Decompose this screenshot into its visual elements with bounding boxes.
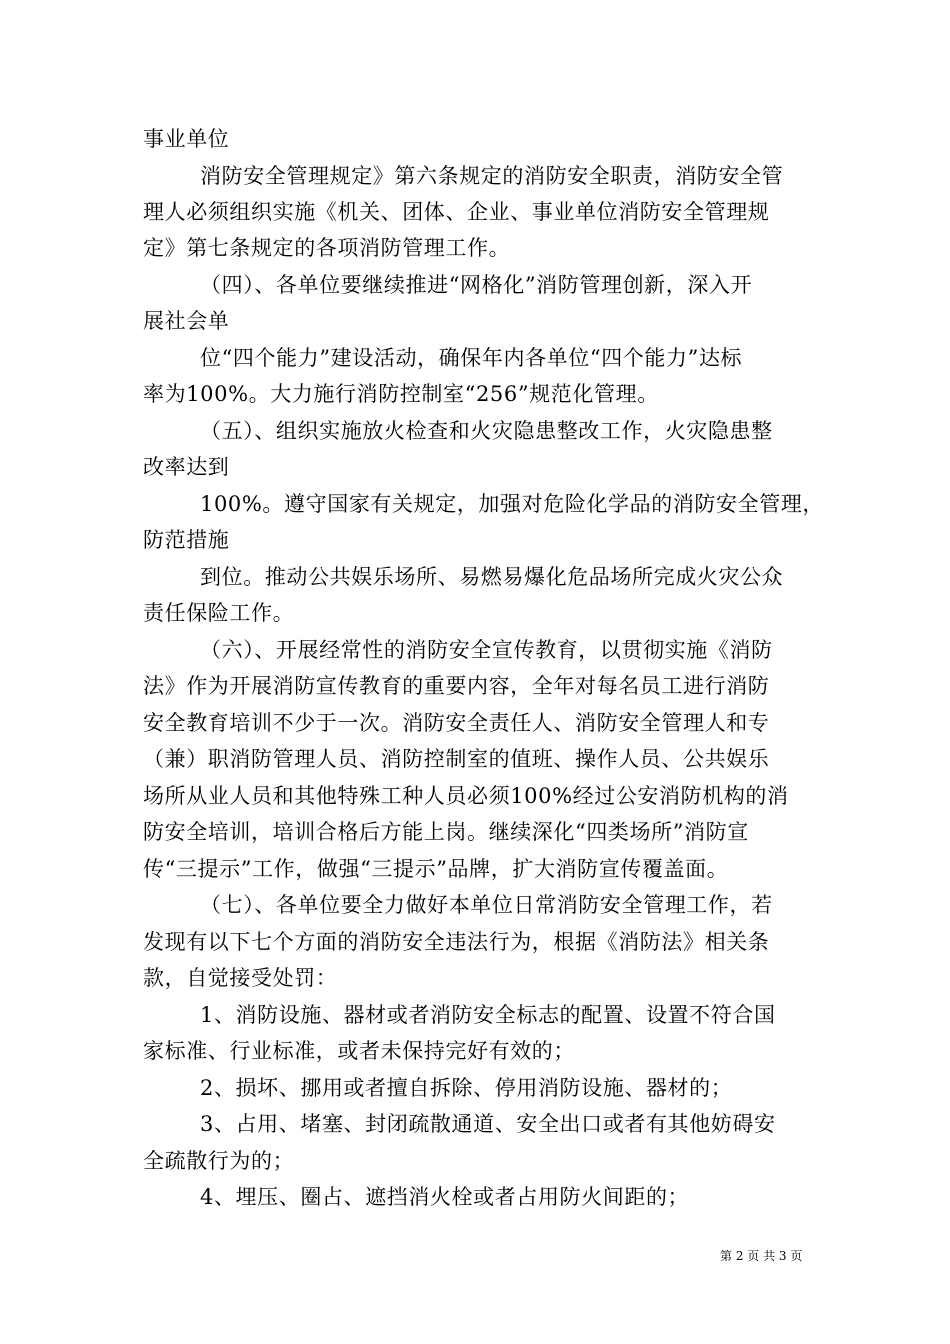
text-line: 100%。遵守国家有关规定，加强对危险化学品的消防安全管理， — [200, 492, 825, 516]
text-line: 防范措施 — [143, 528, 230, 552]
text-line: 消防安全管理规定》第六条规定的消防安全职责，消防安全管 — [200, 164, 784, 188]
text-line: 展社会单 — [143, 309, 230, 333]
text-line: 定》第七条规定的各项消防管理工作。 — [143, 236, 511, 260]
text-line: 款，自觉接受处罚： — [143, 966, 338, 990]
text-line: 4、埋压、圈占、遮挡消火栓或者占用防火间距的； — [200, 1185, 690, 1209]
text-line: （七）、各单位要全力做好本单位日常消防安全管理工作，若 — [200, 893, 773, 917]
text-line: 到位。推动公共娱乐场所、易燃易爆化危品场所完成火灾公众 — [200, 565, 784, 589]
text-line: 发现有以下七个方面的消防安全违法行为，根据《消防法》相关条 — [143, 930, 770, 954]
text-line: 3、占用、堵塞、封闭疏散通道、安全出口或者有其他妨碍安 — [200, 1112, 776, 1136]
text-line: 1、消防设施、器材或者消防安全标志的配置、设置不符合国 — [200, 1003, 776, 1027]
text-line: 传“三提示”工作，做强“三提示”品牌，扩大消防宣传覆盖面。 — [143, 857, 729, 881]
text-line: 防安全培训，培训合格后方能上岗。继续深化“四类场所”消防宣 — [143, 820, 749, 844]
text-line: 位“四个能力”建设活动，确保年内各单位“四个能力”达标 — [200, 346, 743, 370]
text-line: 安全教育培训不少于一次。消防安全责任人、消防安全管理人和专 — [143, 711, 770, 735]
text-line: 2、损坏、挪用或者擅自拆除、停用消防设施、器材的； — [200, 1076, 733, 1100]
page-number: 第 2 页 共 3 页 — [720, 1249, 803, 1263]
text-line: 全疏散行为的； — [143, 1149, 295, 1173]
text-line: 事业单位 — [143, 127, 230, 151]
text-line: 责任保险工作。 — [143, 601, 295, 625]
text-line: 理人必须组织实施《机关、团体、企业、事业单位消防安全管理规 — [143, 200, 770, 224]
text-line: 率为100%。大力施行消防控制室“256”规范化管理。 — [143, 382, 659, 406]
text-line: （兼）职消防管理人员、消防控制室的值班、操作人员、公共娱乐 — [143, 747, 770, 771]
text-line: 场所从业人员和其他特殊工种人员必须100%经过公安消防机构的消 — [143, 784, 789, 808]
text-line: （五）、组织实施放火检查和火灾隐患整改工作，火灾隐患整 — [200, 419, 773, 443]
text-line: （四）、各单位要继续推进“网格化”消防管理创新，深入开 — [200, 273, 753, 297]
text-line: 改率达到 — [143, 455, 230, 479]
text-line: 家标准、行业标准，或者未保持完好有效的； — [143, 1039, 575, 1063]
text-line: （六）、开展经常性的消防安全宣传教育，以贯彻实施《消防 — [200, 638, 773, 662]
text-line: 法》作为开展消防宣传教育的重要内容，全年对每名员工进行消防 — [143, 674, 770, 698]
